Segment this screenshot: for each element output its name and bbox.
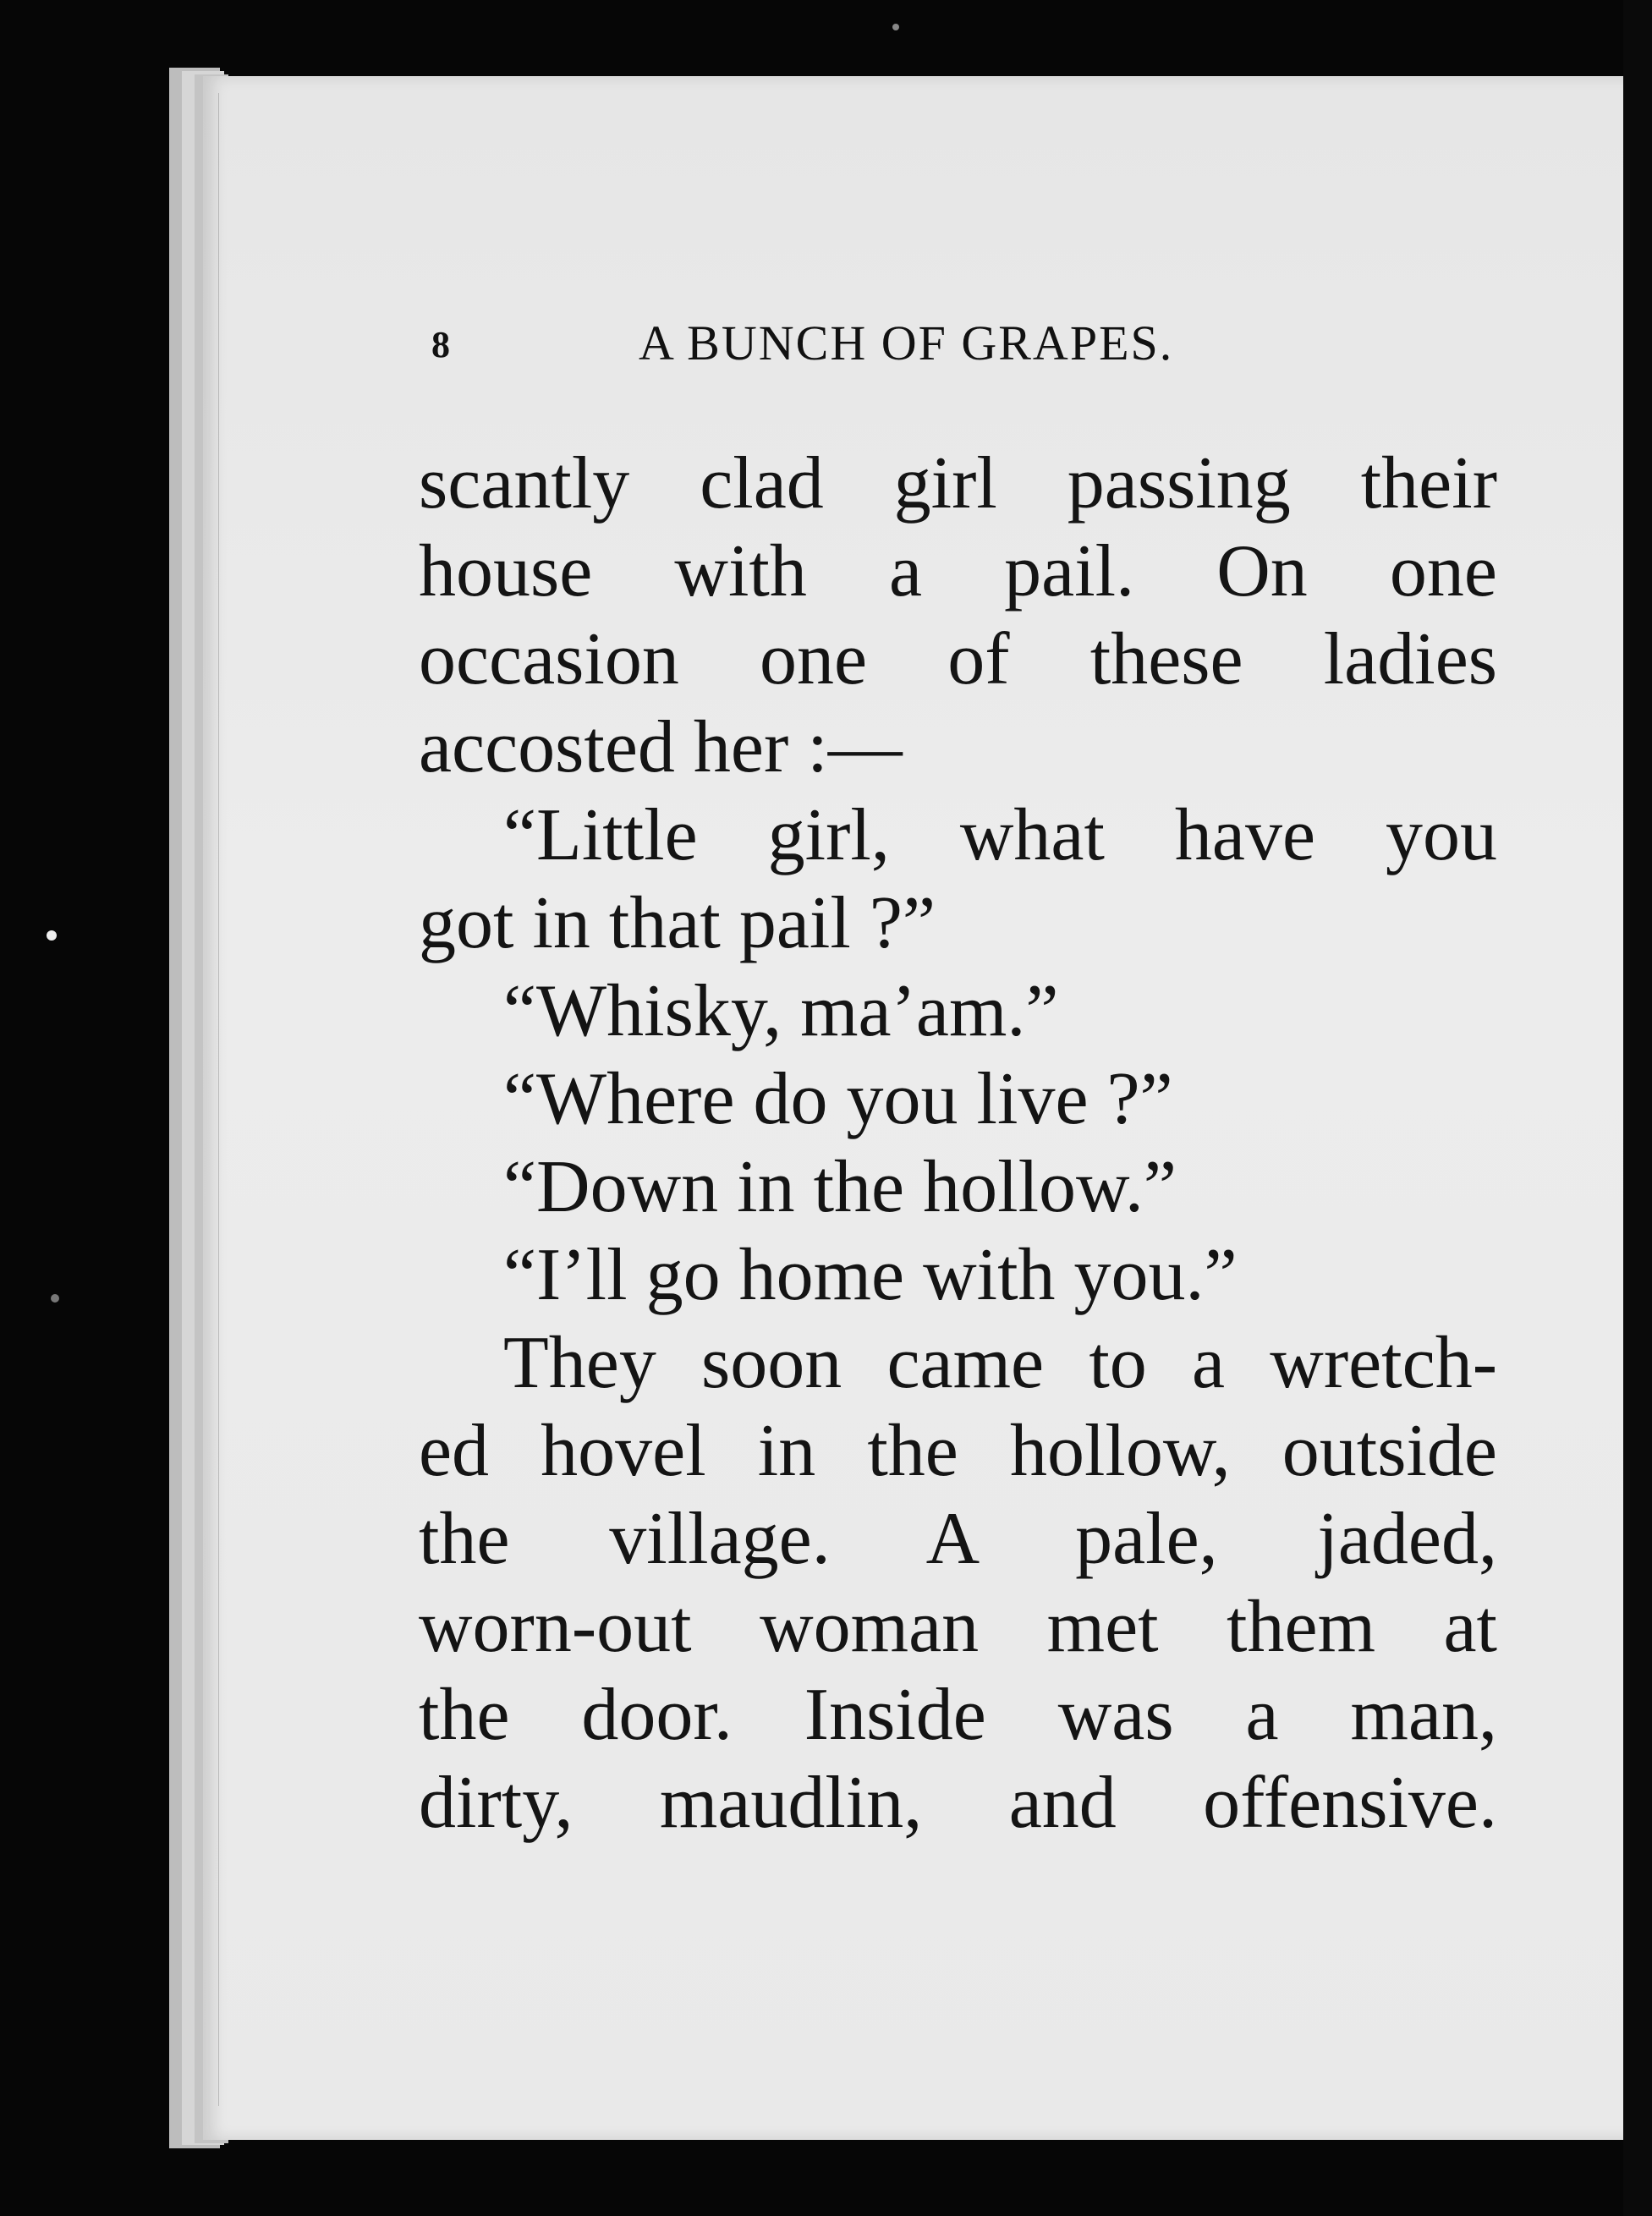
- text-line: “Where do you live ?”: [503, 1058, 1173, 1140]
- text-line: “Little girl, what have you: [503, 794, 1497, 876]
- body-text: [419, 440, 1497, 1847]
- text-line: accosted her :—: [419, 706, 903, 788]
- dust-speck: [51, 1294, 59, 1303]
- text-line: worn-out woman met them at: [419, 1586, 1497, 1668]
- page-fold-line: [218, 93, 219, 2106]
- dust-speck: [47, 930, 57, 941]
- text-line: ed hovel in the hollow, outside: [419, 1410, 1497, 1492]
- scan-border: [1623, 0, 1652, 2216]
- text-line: “Whisky, ma’am.”: [503, 970, 1059, 1052]
- text-line: “I’ll go home with you.”: [503, 1234, 1238, 1316]
- text-line: They soon came to a wretch-: [503, 1322, 1497, 1404]
- text-line: dirty, maudlin, and offensive.: [419, 1762, 1497, 1844]
- text-line: got in that pail ?”: [419, 882, 936, 964]
- text-line: “Down in the hollow.”: [503, 1146, 1177, 1228]
- text-line: house with a pail. On one: [419, 530, 1497, 612]
- text-line: occasion one of these ladies: [419, 618, 1497, 700]
- text-line: the door. Inside was a man,: [419, 1674, 1497, 1756]
- page-header: [431, 315, 1311, 382]
- dust-speck: [892, 24, 899, 30]
- text-line: scantly clad girl passing their: [419, 442, 1497, 524]
- page-number: 8: [431, 324, 450, 365]
- running-title: A BUNCH OF GRAPES.: [639, 315, 1174, 370]
- text-line: the village. A pale, jaded,: [419, 1498, 1497, 1580]
